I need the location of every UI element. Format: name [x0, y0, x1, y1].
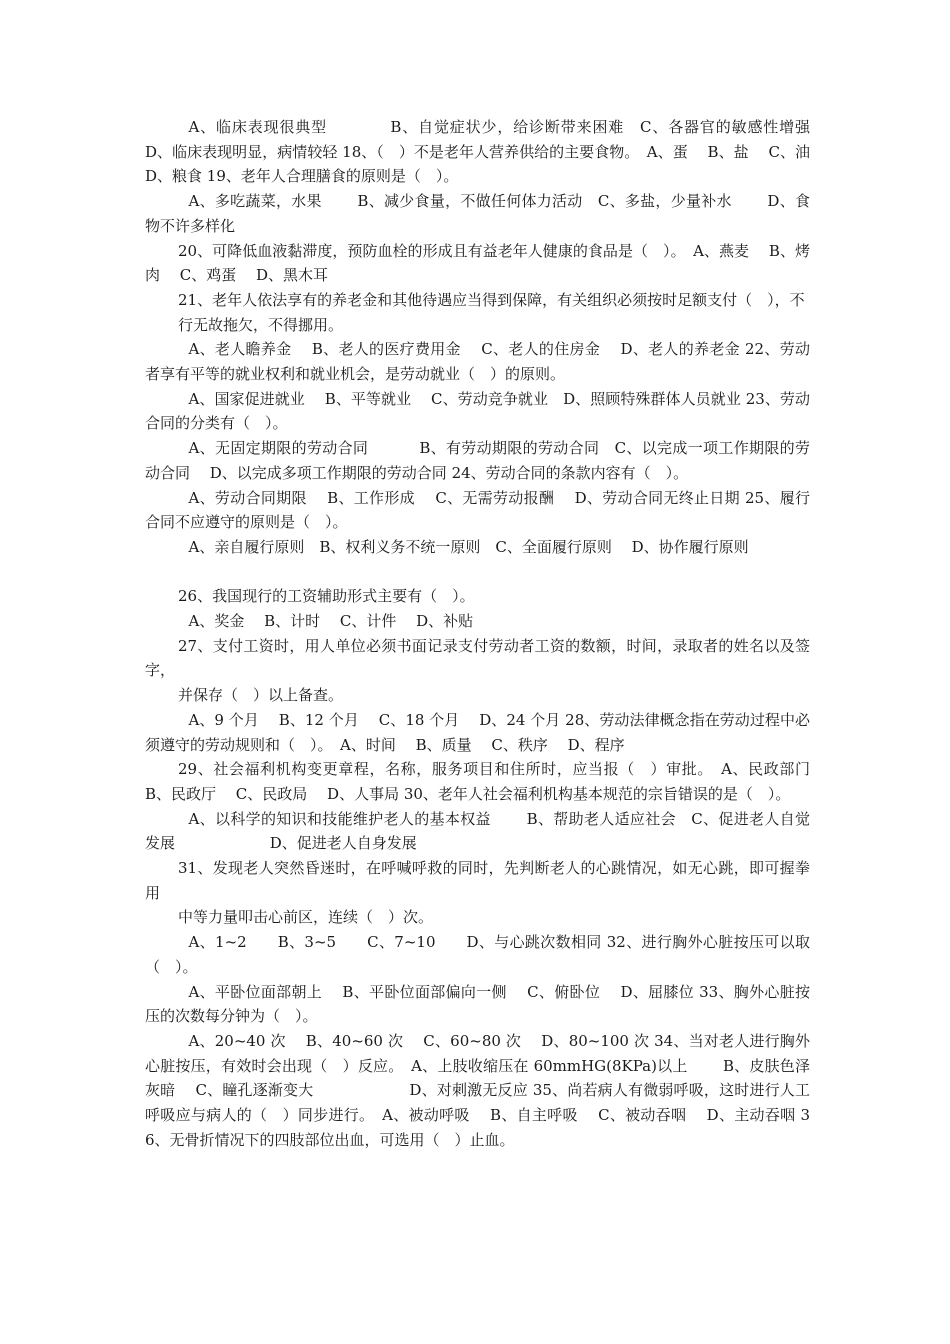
paragraph-q27-continued: 并保存（ ）以上备查。 — [178, 686, 344, 705]
paragraph-q33-options: A、20~40 次 B、40~60 次 C、60~80 次 D、80~100 次 34、当对老人进行胸外心脏按压，有效时会出现（ ）反应。 A、上肢收缩压在 60mmHG(8KPa)以上 B、皮肤色泽灰暗 C、瞳孔逐渐变大 D、对刺激无反应 35、尚若病人有微弱呼吸，这时进行人工呼吸应与病人的（ ）同步进行。 A、被动呼吸 B、自主呼吸 C、被动吞咽 D、主动吞咽 36、无骨折情况下的四肢部位出血，可选用（ ）止血。 — [145, 1032, 810, 1149]
paragraph-q23-options: A、无固定期限的劳动合同 B、有劳动期限的劳动合同 C、以完成一项工作期限的劳动合同 D、以完成多项工作期限的劳动合同 24、劳动合同的条款内容有（ ）。 — [145, 439, 810, 482]
paragraph-q27-options: A、9 个月 B、12 个月 C、18 个月 D、24 个月 28、劳动法律概念指在劳动过程中必须遵守的劳动规则和（ ）。 A、时间 B、质量 C、秩序 D、程序 — [145, 710, 810, 754]
paragraph-q19-options: A、多吃蔬菜，水果 B、减少食量，不做任何体力活动 C、多盐，少量补水 D、食物不许多样化 — [145, 192, 810, 235]
paragraph-q21-options: A、老人瞻养金 B、老人的医疗费用金 C、老人的住房金 D、老人的养老金 22、劳动者享有平等的就业权利和就业机会，是劳动就业（ ）的原则。 — [145, 340, 810, 384]
paragraph-q22-options: A、国家促进就业 B、平等就业 C、劳动竞争就业 D、照顾特殊群体人员就业 23、劳动合同的分类有（ ）。 — [145, 389, 810, 433]
paragraph-q32-options: A、平卧位面部朝上 B、平卧位面部偏向一侧 C、俯卧位 D、屈膝位 33、胸外心脏按压的次数每分钟为（ ）。 — [145, 982, 810, 1026]
paragraph-q31-continued: 中等力量叩击心前区，连续（ ）次。 — [178, 908, 434, 927]
paragraph-q21: 21、老年人依法享有的养老金和其他待遇应当得到保障，有关组织必须按时足额支付（ ），不 — [178, 290, 805, 309]
paragraph-q25-options: A、亲自履行原则 B、权利义务不统一原则 C、全面履行原则 D、协作履行原则 — [188, 537, 749, 556]
blank-line — [145, 560, 810, 585]
paragraph-q24-options: A、劳动合同期限 B、工作形成 C、无需劳动报酬 D、劳动合同无终止日期 25、履行合同不应遵守的原则是（ ）。 — [145, 488, 810, 532]
paragraph-q31-options: A、1~2 B、3~5 C、7~10 D、与心跳次数相同 32、进行胸外心脏按压可以取（ ）。 — [145, 933, 810, 976]
paragraph-q26-options: A、奖金 B、计时 C、计件 D、补贴 — [188, 612, 474, 631]
paragraph-q30-options: A、以科学的知识和技能维护老人的基本权益 B、帮助老人适应社会 C、促进老人自觉发展 D、促进老人自身发展 — [145, 809, 810, 853]
paragraph-q17-options: A、临床表现很典型 B、自觉症状少，给诊断带来困难 C、各器官的敏感性增强 D、临床表现明显，病情较轻 18、（ ）不是老年人营养供给的主要食物。 A、蛋 B、盐 C、油 D、粮食 19、老年人合理膳食的原则是（ ）。 — [145, 118, 856, 186]
paragraph-q26: 26、我国现行的工资辅助形式主要有（ ）。 — [178, 587, 475, 606]
paragraph-q31: 31、发现老人突然昏迷时，在呼喊呼救的同时，先判断老人的心跳情况，如无心跳，即可握拳用 — [145, 859, 810, 902]
paragraph-q20: 20、可降低血液黏滞度，预防血栓的形成且有益老年人健康的食品是（ ）。 A、燕麦 B、烤肉 C、鸡蛋 D、黑木耳 — [145, 241, 810, 285]
paragraph-q29: 29、社会福利机构变更章程，名称，服务项目和住所时，应当报（ ）审批。 A、民政部门 B、民政厅 C、民政局 D、人事局 30、老年人社会福利机构基本规范的宗旨错误的是（ ）。 — [145, 760, 830, 803]
paragraph-q21-continued: 行无故拖欠，不得挪用。 — [178, 315, 344, 334]
paragraph-q27: 27、支付工资时，用人单位必须书面记录支付劳动者工资的数额，时间，录取者的姓名以及签字， — [145, 636, 810, 680]
document-body — [145, 115, 856, 1153]
